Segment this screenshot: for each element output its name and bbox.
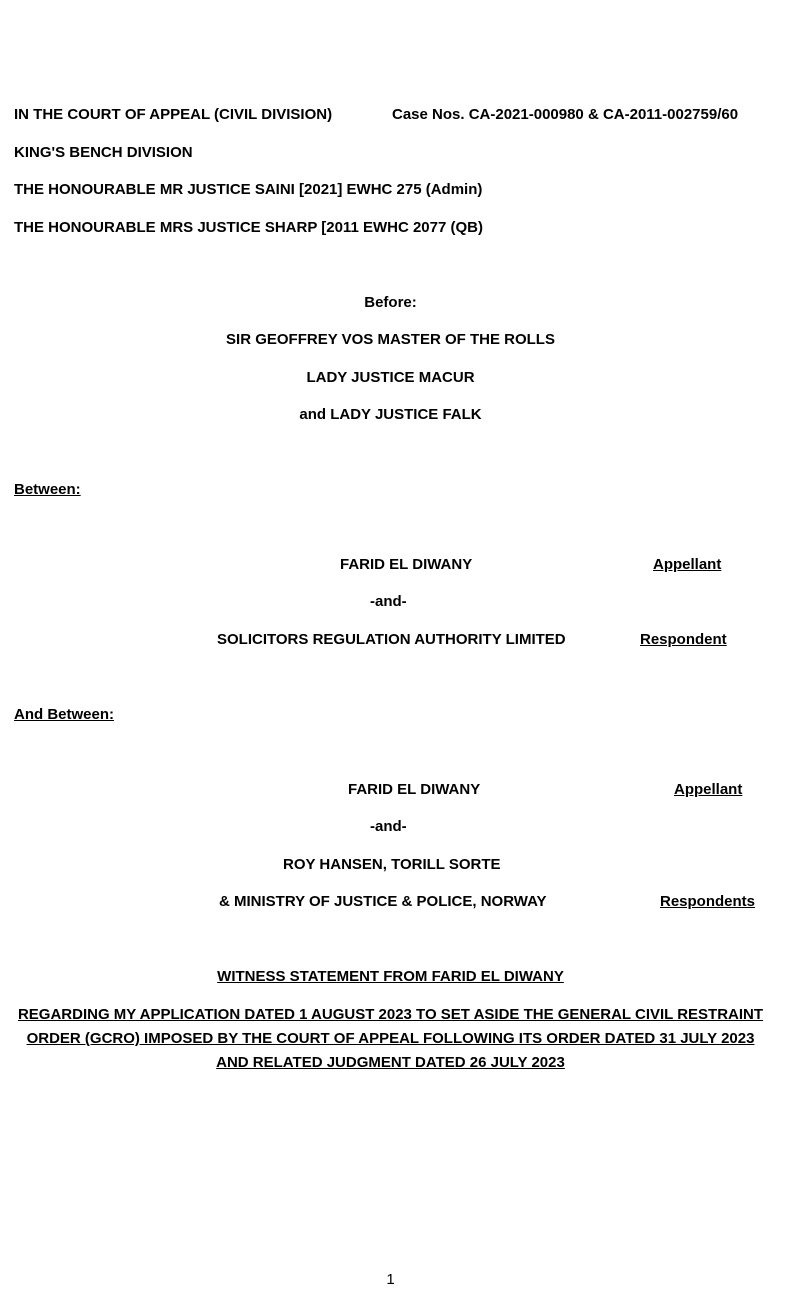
lower-court-1: THE HONOURABLE MR JUSTICE SAINI [2021] EWHC 275 (Admin) — [14, 181, 483, 198]
judge-2: LADY JUSTICE MACUR — [306, 369, 475, 386]
judge-3: and LADY JUSTICE FALK — [299, 406, 482, 423]
statement-subtitle: REGARDING MY APPLICATION DATED 1 AUGUST 2023 TO SET ASIDE THE GENERAL CIVIL RESTRAINT ORDER (GCRO) IMPOSED BY THE COURT OF APPEAL FOLLOWING ITS ORDER DATED 31 JULY 2023 AND RELATED JUDGMENT DATED 26 JULY 2023 — [17, 1006, 764, 1071]
page-number: 1 — [386, 1271, 395, 1288]
case-1-appellant-name: FARID EL DIWANY — [340, 556, 473, 573]
case-1-and: -and- — [370, 593, 407, 610]
case-2-respondent-line-1: ROY HANSEN, TORILL SORTE — [283, 856, 501, 873]
between-heading: Between: — [14, 481, 81, 498]
and-between-heading: And Between: — [14, 706, 115, 723]
judge-1: SIR GEOFFREY VOS MASTER OF THE ROLLS — [226, 331, 555, 348]
statement-title: WITNESS STATEMENT FROM FARID EL DIWANY — [217, 968, 564, 985]
court-name: IN THE COURT OF APPEAL (CIVIL DIVISION) — [14, 106, 333, 123]
before-label: Before: — [364, 294, 417, 311]
case-2-respondent-role: Respondents — [660, 893, 756, 910]
case-2-appellant-name: FARID EL DIWANY — [348, 781, 481, 798]
case-numbers: Case Nos. CA-2021-000980 & CA-2011-002759/60 — [392, 106, 739, 123]
case-1-respondent-name: SOLICITORS REGULATION AUTHORITY LIMITED — [217, 631, 566, 648]
case-2-appellant-role: Appellant — [674, 781, 743, 798]
case-2-respondent-line-2: & MINISTRY OF JUSTICE & POLICE, NORWAY — [219, 893, 547, 910]
case-1-appellant-role: Appellant — [653, 556, 722, 573]
case-2-and: -and- — [370, 818, 407, 835]
lower-court-2: THE HONOURABLE MRS JUSTICE SHARP [2011 EWHC 2077 (QB) — [14, 219, 483, 236]
division: KING'S BENCH DIVISION — [14, 144, 193, 161]
case-1-respondent-role: Respondent — [640, 631, 727, 648]
